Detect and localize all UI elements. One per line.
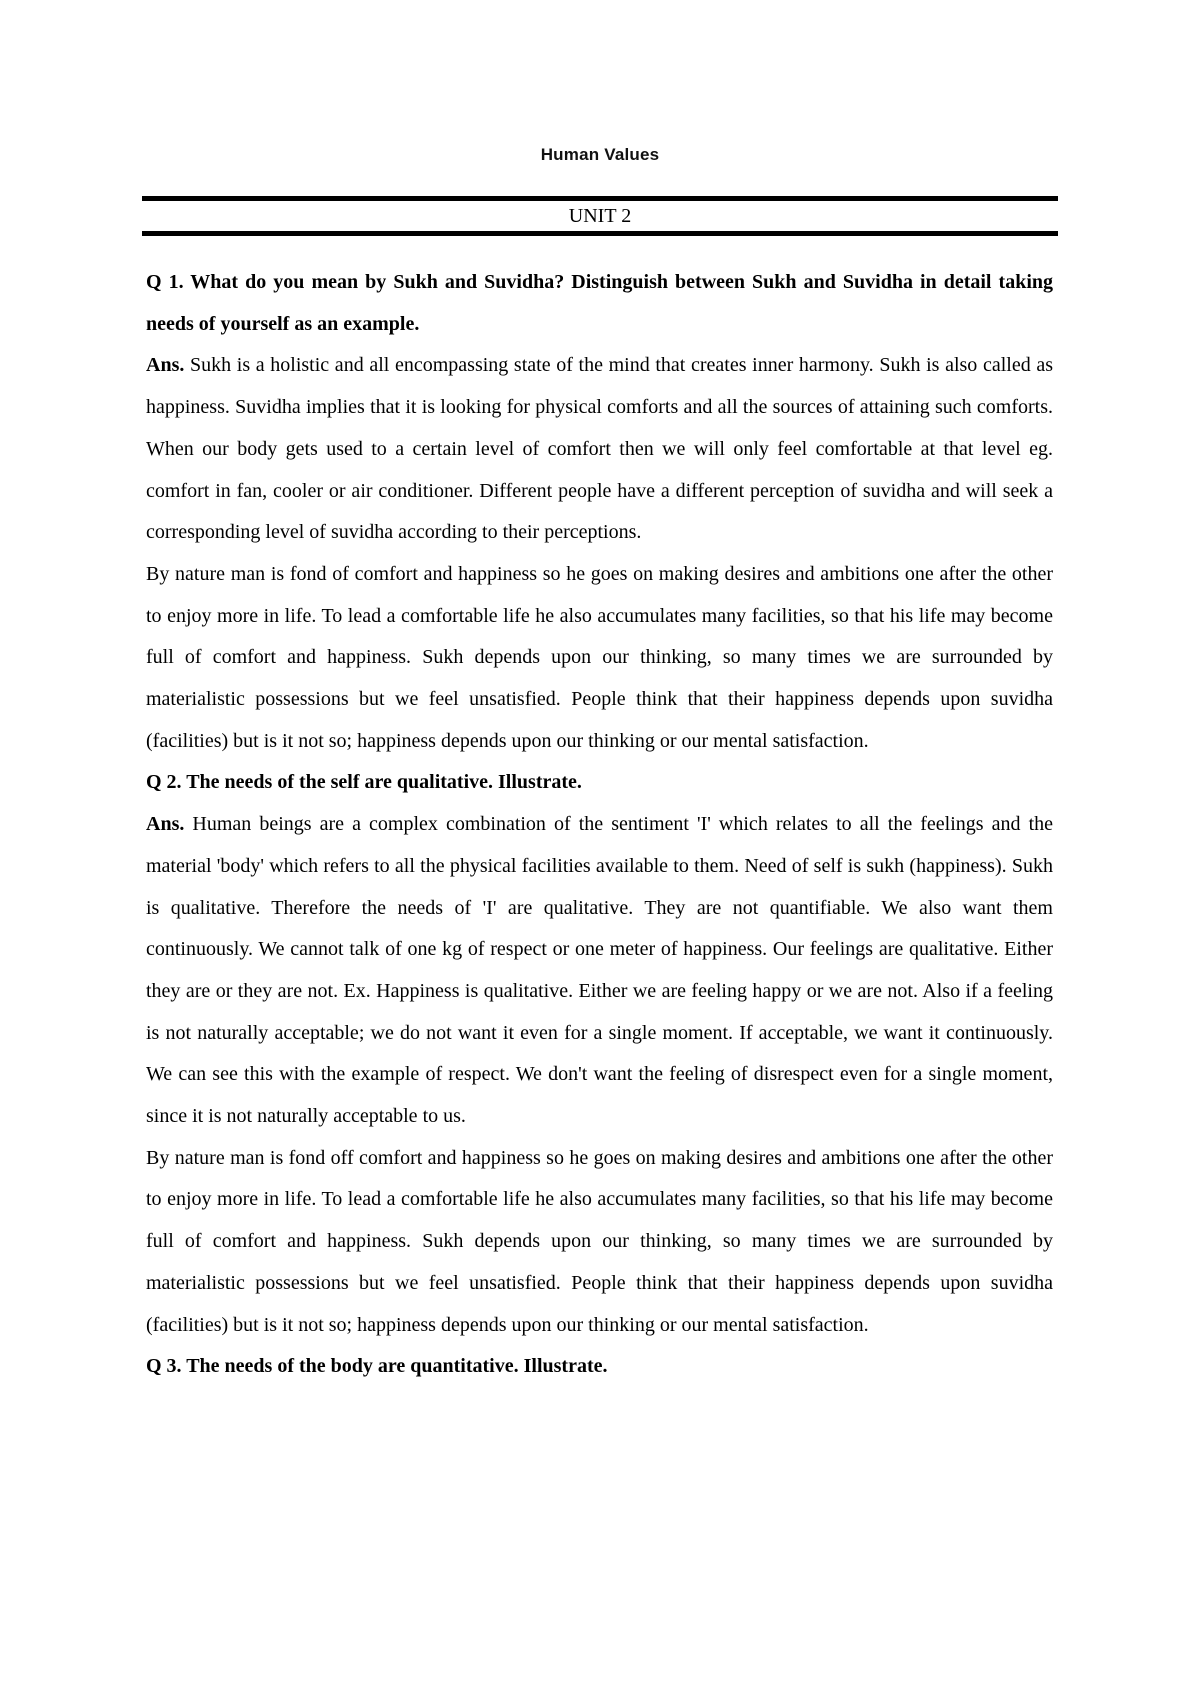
bottom-rule <box>142 231 1058 236</box>
running-header: Human Values <box>540 145 660 164</box>
answer-2-paragraph-2: By nature man is fond off comfort and happiness so he goes on making desires and ambitions one after the other to enjoy more in life. To lead a comfortable life he also accumulates many facilities, so that his life may become full of comfort and happiness. Sukh depends upon our thinking, so many times we are surrounded by materialistic possessions but we feel unsatisfied. People think that their happiness depends upon suvidha (facilities) but is it not so; happiness depends upon our thinking or our mental satisfaction. <box>146 1146 1053 1336</box>
document-body <box>146 262 1053 1388</box>
answer-2-paragraph-1 <box>146 804 1053 1138</box>
answer-1-paragraph-2: By nature man is fond of comfort and happiness so he goes on making desires and ambitions one after the other to enjoy more in life. To lead a comfortable life he also accumulates many facilities, so that his life may become full of comfort and happiness. Sukh depends upon our thinking, so many times we are surrounded by materialistic possessions but we feel unsatisfied. People think that their happiness depends upon suvidha (facilities) but is it not so; happiness depends upon our thinking or our mental satisfaction. <box>146 562 1053 752</box>
answer-text: Sukh is a holistic and all encompassing state of the mind that creates inner harmony. Sukh is also called as happiness. Suvidha implies that it is looking for physical comforts and all the sources of attaining such comforts. When our body gets used to a certain level of comfort then we will only feel comfortable at that level eg. comfort in fan, cooler or air conditioner. Different people have a different perception of suvidha and will seek a corresponding level of suvidha according to their perceptions. <box>146 354 1053 544</box>
top-rule <box>142 196 1058 201</box>
answer-label: Ans. <box>146 354 185 377</box>
answer-label: Ans. <box>146 813 185 836</box>
answer-text: Human beings are a complex combination of the sentiment 'I' which relates to all the feelings and the material 'body' which refers to all the physical facilities available to them. Need of self is sukh (happiness). Sukh is qualitative. Therefore the needs of 'I' are qualitative. They are not quantifiable. We also want them continuously. We cannot talk of one kg of respect or one meter of happiness. Our feelings are qualitative. Either they are or they are not. Ex. Happiness is qualitative. Either we are feeling happy or we are not. Also if a feeling is not naturally acceptable; we do not want it even for a single moment. If acceptable, we want it continuously. We can see this with the example of respect. We don't want the feeling of disrespect even for a single moment, since it is not naturally acceptable to us. <box>146 813 1053 1128</box>
question-3: Q 3. The needs of the body are quantitative. Illustrate. <box>146 1355 608 1378</box>
question-1: Q 1. What do you mean by Sukh and Suvidha? Distinguish between Sukh and Suvidha in detail taking needs of yourself as an example. <box>146 271 1053 335</box>
question-2: Q 2. The needs of the self are qualitative. Illustrate. <box>146 771 582 794</box>
answer-1-paragraph-1 <box>146 345 1053 554</box>
unit-title: UNIT 2 <box>568 205 632 227</box>
